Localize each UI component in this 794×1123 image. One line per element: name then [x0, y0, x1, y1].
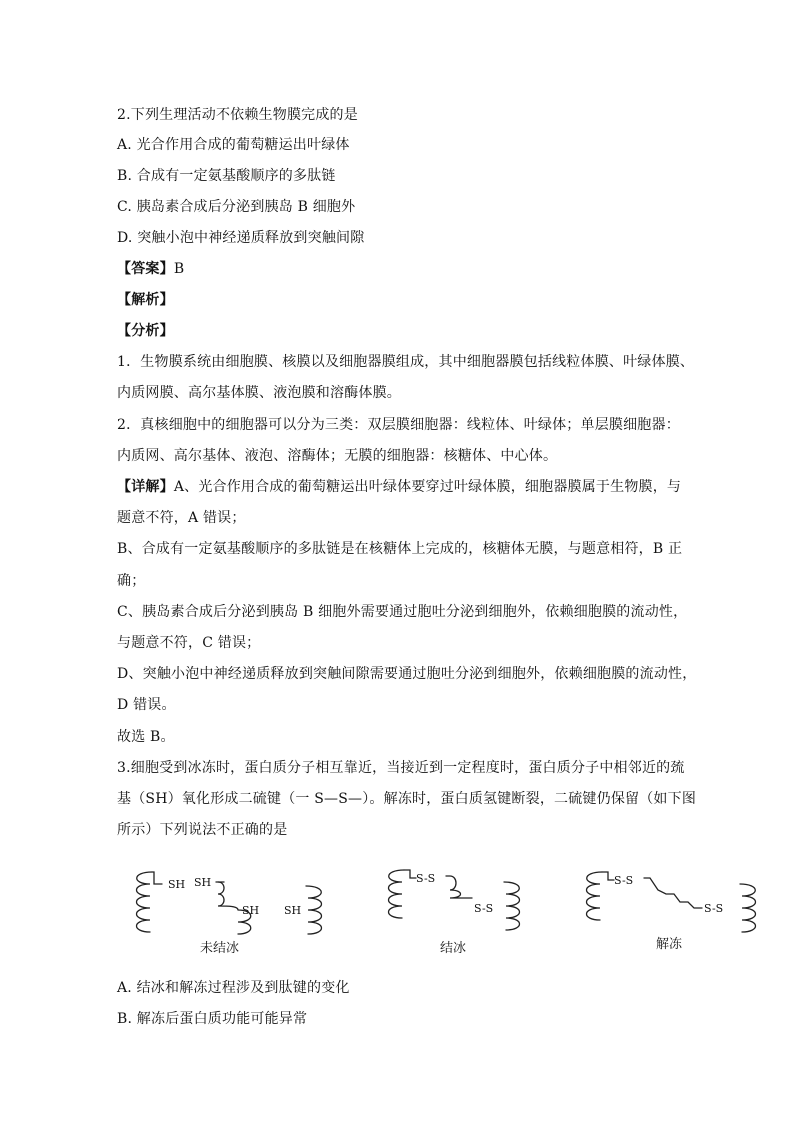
label-unfrozen: 未结冰: [200, 941, 240, 956]
label-frozen: 结冰: [440, 941, 467, 956]
fenxi-tag: 【分析】: [117, 323, 174, 339]
protein-chain-9: [740, 884, 756, 932]
q3-option-a: A. 结冰和解冻过程涉及到肽键的变化: [117, 980, 350, 996]
q2-answer: [117, 260, 184, 278]
protein-chain-3: [306, 886, 322, 934]
sh-label-4: SH: [284, 904, 302, 917]
q3-option-b: B. 解冻后蛋白质功能可能异常: [117, 1011, 308, 1027]
answer-value: B: [173, 261, 185, 277]
sh-label-2: SH: [194, 876, 212, 889]
q3-stem-line-1: 3.细胞受到冰冻时，蛋白质分子相互靠近，当接近到一定程度时，蛋白质分子中相邻近的巯: [117, 760, 685, 776]
answer-tag: 【答案】: [117, 261, 174, 277]
q3-stem-line-2: 基（SH）氧化形成二硫键（一 S—S—）。解冻时，蛋白质氢键断裂，二硫键仍保留（如下图: [117, 791, 697, 807]
ss-label-2: S-S: [474, 902, 494, 915]
detail-line-7: D、突触小泡中神经递质释放到突触间隙需要通过胞吐分泌到细胞外，依赖细胞膜的流动性，: [117, 666, 697, 682]
point-line-2: 内质网膜、高尔基体膜、液泡膜和溶酶体膜。: [117, 385, 401, 401]
protein-chain-4: [389, 870, 405, 918]
detail-line-5: C、胰岛素合成后分泌到胰岛 B 细胞外需要通过胞吐分泌到细胞外，依赖细胞膜的流动性，: [117, 604, 688, 620]
protein-chain-6: [504, 882, 520, 930]
analysis-tag: 【解析】: [117, 292, 174, 308]
detail-line-3: B、合成有一定氨基酸顺序的多肽链是在核糖体上完成的，核糖体无膜，与题意相符，B 正: [117, 541, 683, 557]
q2-option-a: A. 光合作用合成的葡萄糖运出叶绿体: [117, 137, 350, 153]
point-line-3: 2．真核细胞中的细胞器可以分为三类：双层膜细胞器：线粒体、叶绿体；单层膜细胞器：: [117, 417, 680, 433]
detail-line-4: 确；: [117, 573, 146, 589]
ss-label-1: S-S: [416, 872, 436, 885]
detail-line-6: 与题意不符，C 错误；: [117, 635, 261, 651]
q3-stem-line-3: 所示）下列说法不正确的是: [117, 822, 288, 838]
chain-7-tail: [602, 872, 614, 880]
q2-option-d: D. 突触小泡中神经递质释放到突触间隙: [117, 230, 365, 246]
label-thawed: 解冻: [656, 937, 683, 952]
protein-chain-8: [644, 878, 702, 908]
ss-label-4: S-S: [704, 902, 724, 915]
detail-line-9: 故选 B。: [117, 729, 175, 745]
protein-disulfide-figure: [120, 860, 780, 965]
sh-label-1: SH: [168, 878, 186, 891]
q2-stem: 2.下列生理活动不依赖生物膜完成的是: [117, 107, 358, 123]
q2-option-b: B. 合成有一定氨基酸顺序的多肽链: [117, 168, 336, 184]
point-line-4: 内质网、高尔基体、液泡、溶酶体；无膜的细胞器：核糖体、中心体。: [117, 448, 558, 464]
point-line-1: 1．生物膜系统由细胞膜、核膜以及细胞器膜组成，其中细胞器膜包括线粒体膜、叶绿体膜、: [117, 354, 695, 370]
chain-1-tail: [152, 872, 162, 884]
protein-chain-7: [587, 872, 603, 920]
detail-line-1: [117, 478, 681, 496]
protein-chain-5: [446, 876, 472, 898]
detail-tag: 【详解】: [117, 479, 174, 495]
detail-line-8: D 错误。: [117, 697, 176, 713]
sh-label-3: SH: [242, 904, 260, 917]
detail-line-2: 题意不符，A 错误；: [117, 510, 246, 526]
protein-chain-1: [137, 872, 153, 932]
q2-option-c: C. 胰岛素合成后分泌到胰岛 B 细胞外: [117, 199, 356, 215]
ss-label-3: S-S: [614, 874, 634, 887]
chain-4-tail: [404, 870, 416, 878]
detail-text-1: A、光合作用合成的葡萄糖运出叶绿体要穿过叶绿体膜，细胞器膜属于生物膜，与: [173, 479, 682, 495]
